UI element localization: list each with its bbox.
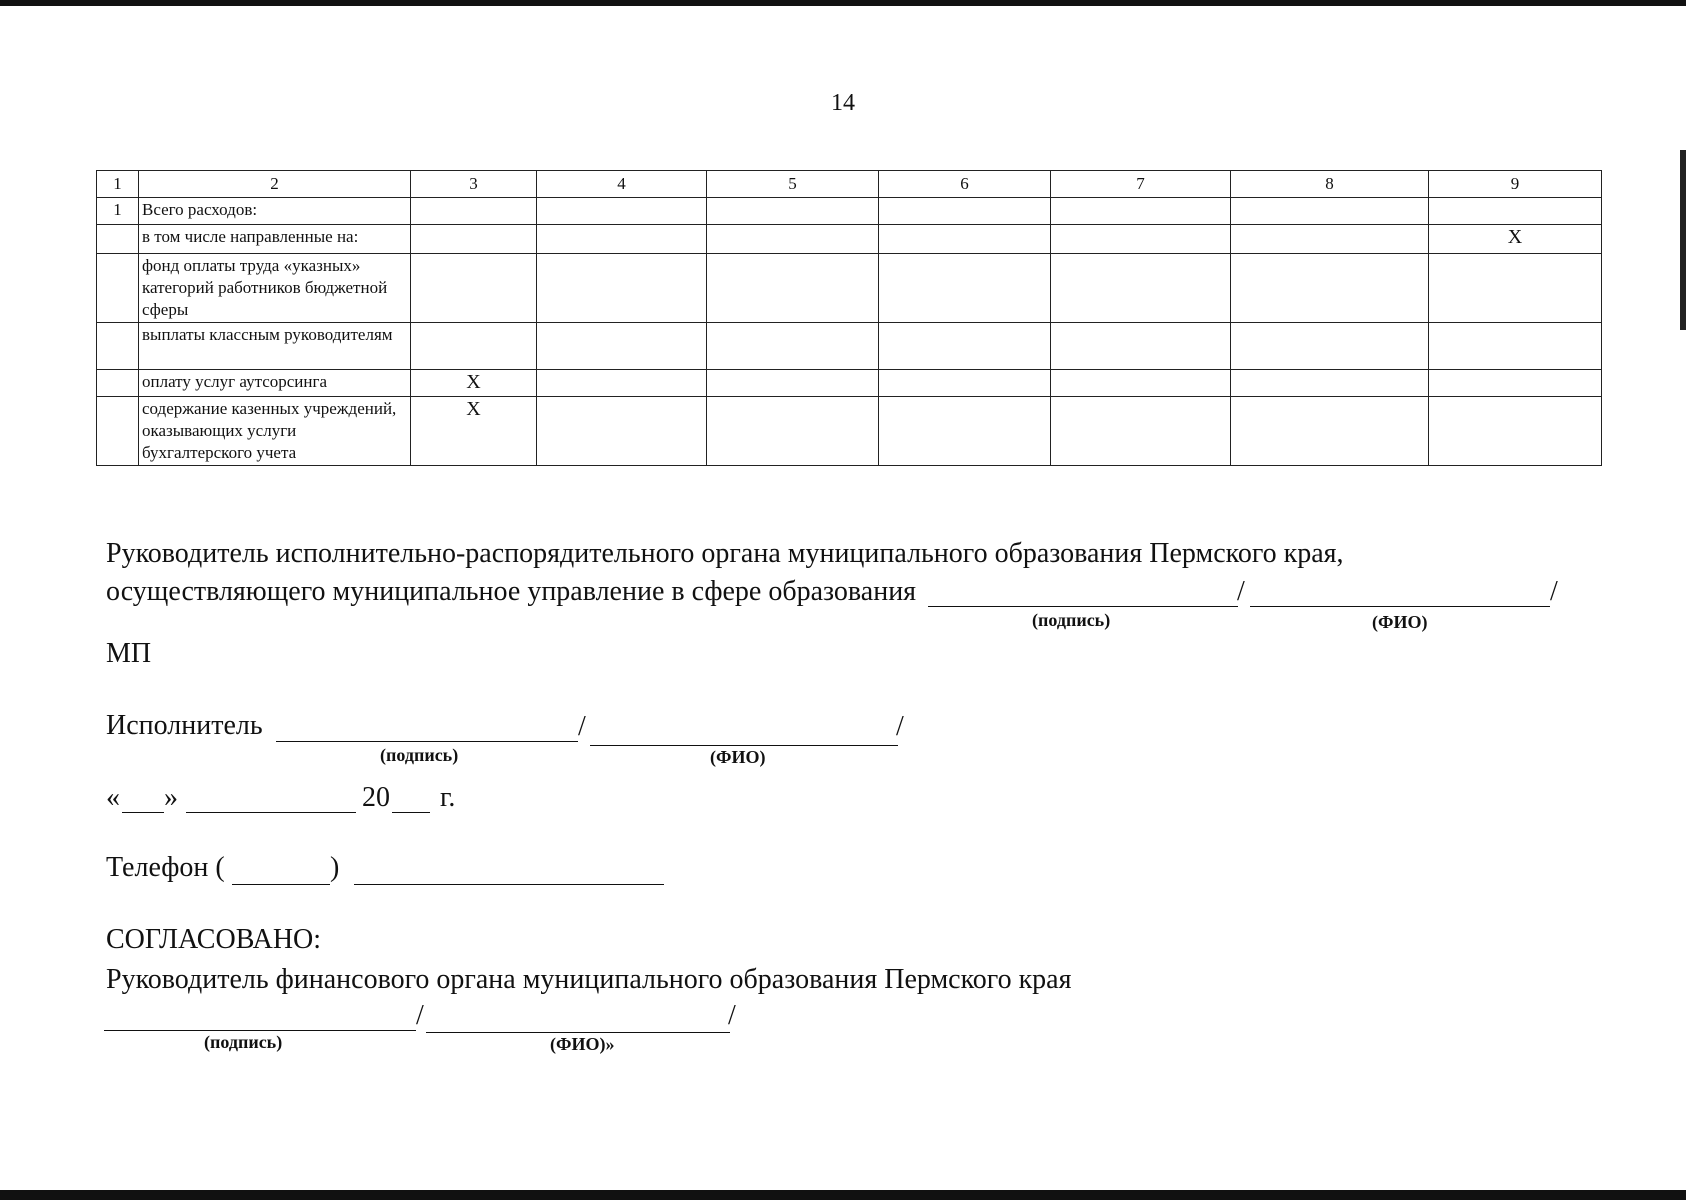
table-row	[97, 198, 1602, 225]
table-cell	[707, 397, 879, 466]
head-signature-caption: (подпись)	[1032, 610, 1111, 630]
row-label: фонд оплаты труда «указных» категорий работников бюджетной сферы	[139, 254, 411, 323]
table-cell	[1429, 323, 1602, 370]
column-header: 8	[1231, 171, 1429, 198]
table-cell	[537, 370, 707, 397]
table-cell	[537, 198, 707, 225]
row-number	[97, 370, 139, 397]
table-cell	[537, 254, 707, 323]
executor-slash: /	[578, 711, 586, 742]
approval-signature-caption: (подпись)	[204, 1032, 283, 1052]
expenses-table	[96, 170, 1602, 466]
table-cell: X	[411, 397, 537, 466]
date-year-line[interactable]	[392, 812, 430, 813]
table-row	[97, 225, 1602, 254]
row-number	[97, 323, 139, 370]
approval-name-caption: (ФИО)»	[550, 1034, 615, 1054]
date-month-line[interactable]	[186, 812, 356, 813]
table-cell	[879, 198, 1051, 225]
head-slash-end: /	[1550, 576, 1558, 607]
table-cell	[879, 397, 1051, 466]
date-year-suffix: г.	[440, 782, 456, 813]
row-number	[97, 397, 139, 466]
approval-slash: /	[416, 1000, 424, 1031]
row-number	[97, 225, 139, 254]
phone-code-line[interactable]	[232, 884, 330, 885]
row-label: оплату услуг аутсорсинга	[139, 370, 411, 397]
head-slash: /	[1237, 576, 1245, 607]
column-header: 6	[879, 171, 1051, 198]
page-number: 14	[831, 90, 855, 116]
date-year-prefix: 20	[362, 782, 390, 813]
table-cell	[1429, 254, 1602, 323]
row-label: выплаты классным руководителям	[139, 323, 411, 370]
column-header: 2	[139, 171, 411, 198]
row-number: 1	[97, 198, 139, 225]
table-cell	[1231, 254, 1429, 323]
row-number	[97, 254, 139, 323]
approval-title: СОГЛАСОВАНО:	[106, 924, 322, 955]
head-position-line-1: Руководитель исполнительно-распорядительного органа муниципального образования Пермского края,	[106, 538, 1344, 569]
table-row	[97, 397, 1602, 466]
table-cell	[707, 198, 879, 225]
executor-name-line[interactable]	[590, 745, 898, 746]
table-cell	[879, 370, 1051, 397]
table-cell	[1231, 225, 1429, 254]
approval-name-line[interactable]	[426, 1032, 730, 1033]
column-header: 7	[1051, 171, 1231, 198]
table-cell	[1051, 370, 1231, 397]
scan-border-right	[1680, 150, 1686, 330]
table-cell	[537, 323, 707, 370]
table-cell	[1231, 198, 1429, 225]
table-cell	[1429, 370, 1602, 397]
row-label: Всего расходов:	[139, 198, 411, 225]
table-cell	[1051, 198, 1231, 225]
table-header-row	[97, 171, 1602, 198]
phone-label: Телефон (	[106, 852, 225, 883]
table-cell	[879, 254, 1051, 323]
scan-border-top	[0, 0, 1686, 6]
approval-position: Руководитель финансового органа муниципального образования Пермского края	[106, 964, 1072, 995]
table-cell	[411, 225, 537, 254]
table-cell: X	[1429, 225, 1602, 254]
date-close-quote: »	[164, 782, 178, 813]
table-cell	[1231, 397, 1429, 466]
phone-number-line[interactable]	[354, 884, 664, 885]
table-cell	[1051, 225, 1231, 254]
date-open-quote: «	[106, 782, 120, 813]
table-cell	[1429, 397, 1602, 466]
table-cell	[537, 397, 707, 466]
table-cell	[1051, 254, 1231, 323]
table-cell	[411, 198, 537, 225]
table-cell	[411, 323, 537, 370]
column-header: 3	[411, 171, 537, 198]
table-cell	[707, 323, 879, 370]
executor-slash-end: /	[896, 711, 904, 742]
phone-close-paren: )	[330, 852, 340, 883]
row-label: содержание казенных учреждений, оказывающих услуги бухгалтерского учета	[139, 397, 411, 466]
head-name-line[interactable]	[1250, 606, 1550, 607]
table-cell	[879, 323, 1051, 370]
table-cell	[1429, 198, 1602, 225]
scan-border-bottom	[0, 1190, 1686, 1200]
date-day-line[interactable]	[122, 812, 164, 813]
table-cell	[537, 225, 707, 254]
table-row	[97, 254, 1602, 323]
table-row	[97, 323, 1602, 370]
stamp-label: МП	[106, 638, 152, 669]
approval-signature-line[interactable]	[104, 1030, 416, 1031]
approval-slash-end: /	[728, 1000, 736, 1031]
head-signature-line[interactable]	[928, 606, 1238, 607]
table-cell	[1051, 397, 1231, 466]
head-name-caption: (ФИО)	[1372, 612, 1428, 632]
table-cell	[1231, 323, 1429, 370]
row-label: в том числе направленные на:	[139, 225, 411, 254]
column-header: 5	[707, 171, 879, 198]
column-header: 1	[97, 171, 139, 198]
column-header: 9	[1429, 171, 1602, 198]
table-cell	[879, 225, 1051, 254]
table-row	[97, 370, 1602, 397]
head-position-line-2: осуществляющего муниципальное управление в сфере образования	[106, 576, 917, 607]
table-cell	[707, 225, 879, 254]
table-cell	[707, 370, 879, 397]
executor-signature-caption: (подпись)	[380, 745, 459, 765]
table-cell: X	[411, 370, 537, 397]
executor-name-caption: (ФИО)	[710, 747, 766, 767]
table-cell	[707, 254, 879, 323]
executor-label: Исполнитель	[106, 710, 263, 741]
table-cell	[411, 254, 537, 323]
table-cell	[1231, 370, 1429, 397]
column-header: 4	[537, 171, 707, 198]
table-cell	[1051, 323, 1231, 370]
executor-signature-line[interactable]	[276, 741, 578, 742]
